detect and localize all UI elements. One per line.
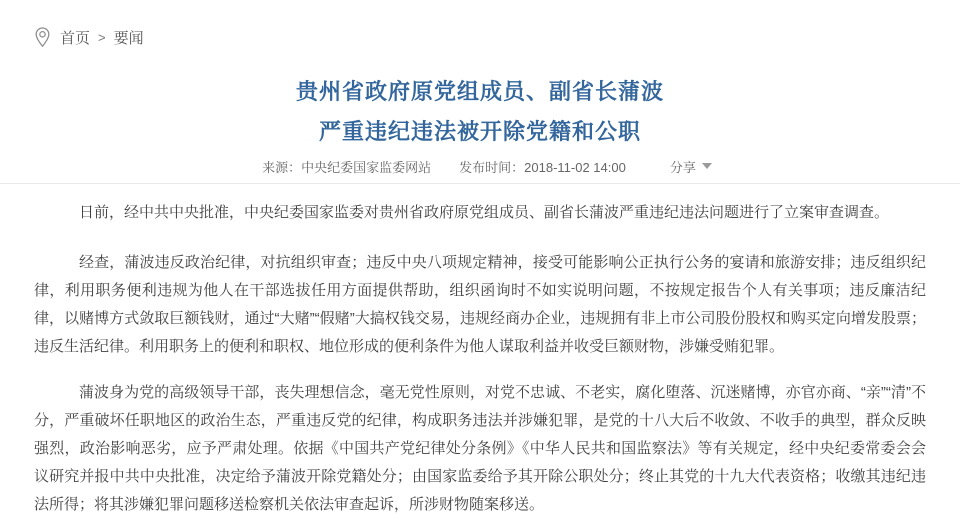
- article-paragraph-2: 经查，蒲波违反政治纪律，对抗组织审查；违反中央八项规定精神，接受可能影响公正执行公务的宴请和旅游安排；违反组织纪律，利用职务便利违规为他人在干部选拔任用方面提供帮助，组织函询时不如实说明问题，不按规定报告个人有关事项；违反廉洁纪律，以赌博方式敛取巨额钱财，通过“大赌”“假赌”大搞权钱交易，违规经商办企业，违规拥有非上市公司股份股权和购买定向增发股票；违反生活纪律。利用职务上的便利和职权、地位形成的便利条件为他人谋取利益并收受巨额财物，涉嫌受贿犯罪。: [34, 254, 926, 355]
- location-pin-icon: [33, 26, 52, 49]
- article-title: [0, 72, 960, 152]
- breadcrumb-home-link[interactable]: 首页: [60, 30, 91, 47]
- article-paragraph-1: 日前，经中共中央批准，中央纪委国家监委对贵州省政府原党组成员、副省长蒲波严重违纪违法问题进行了立案审查调查。: [79, 204, 890, 221]
- article-source: 来源：中央纪委国家监委网站: [262, 159, 432, 175]
- article-body: [0, 199, 960, 518]
- breadcrumb-separator: >: [98, 30, 106, 45]
- article-title-line1: 贵州省政府原党组成员、副省长蒲波: [295, 79, 664, 104]
- share-label: 分享: [669, 159, 696, 175]
- divider: [0, 183, 960, 184]
- article-meta: [0, 156, 960, 176]
- article-paragraph-3: 蒲波身为党的高级领导干部，丧失理想信念，毫无党性原则，对党不忠诚、不老实，腐化堕落、沉迷赌博，亦官亦商、“亲”“清”不分，严重破坏任职地区的政治生态，严重违反党的纪律，构成职务违法并涉嫌犯罪，是党的十八大后不收敛、不收手的典型，群众反映强烈，政治影响恶劣，应予严肃处理。依据《中国共产党纪律处分条例》《中华人民共和国监察法》等有关规定，经中央纪委常委会会议研究并报中共中央批准，决定给予蒲波开除党籍处分；由国家监委给予其开除公职处分；终止其党的十九大代表资格；收缴其违纪违法所得；将其涉嫌犯罪问题移送检察机关依法审查起诉，所涉财物随案移送。: [34, 384, 926, 513]
- caret-down-icon: [702, 163, 712, 169]
- article-title-line2: 严重违纪违法被开除党籍和公职: [318, 119, 641, 144]
- article-publish-time: 发布时间：2018-11-02 14:00: [459, 159, 626, 175]
- share-dropdown[interactable]: [670, 157, 712, 176]
- breadcrumb-current-link[interactable]: 要闻: [113, 30, 144, 47]
- breadcrumb: [0, 0, 960, 49]
